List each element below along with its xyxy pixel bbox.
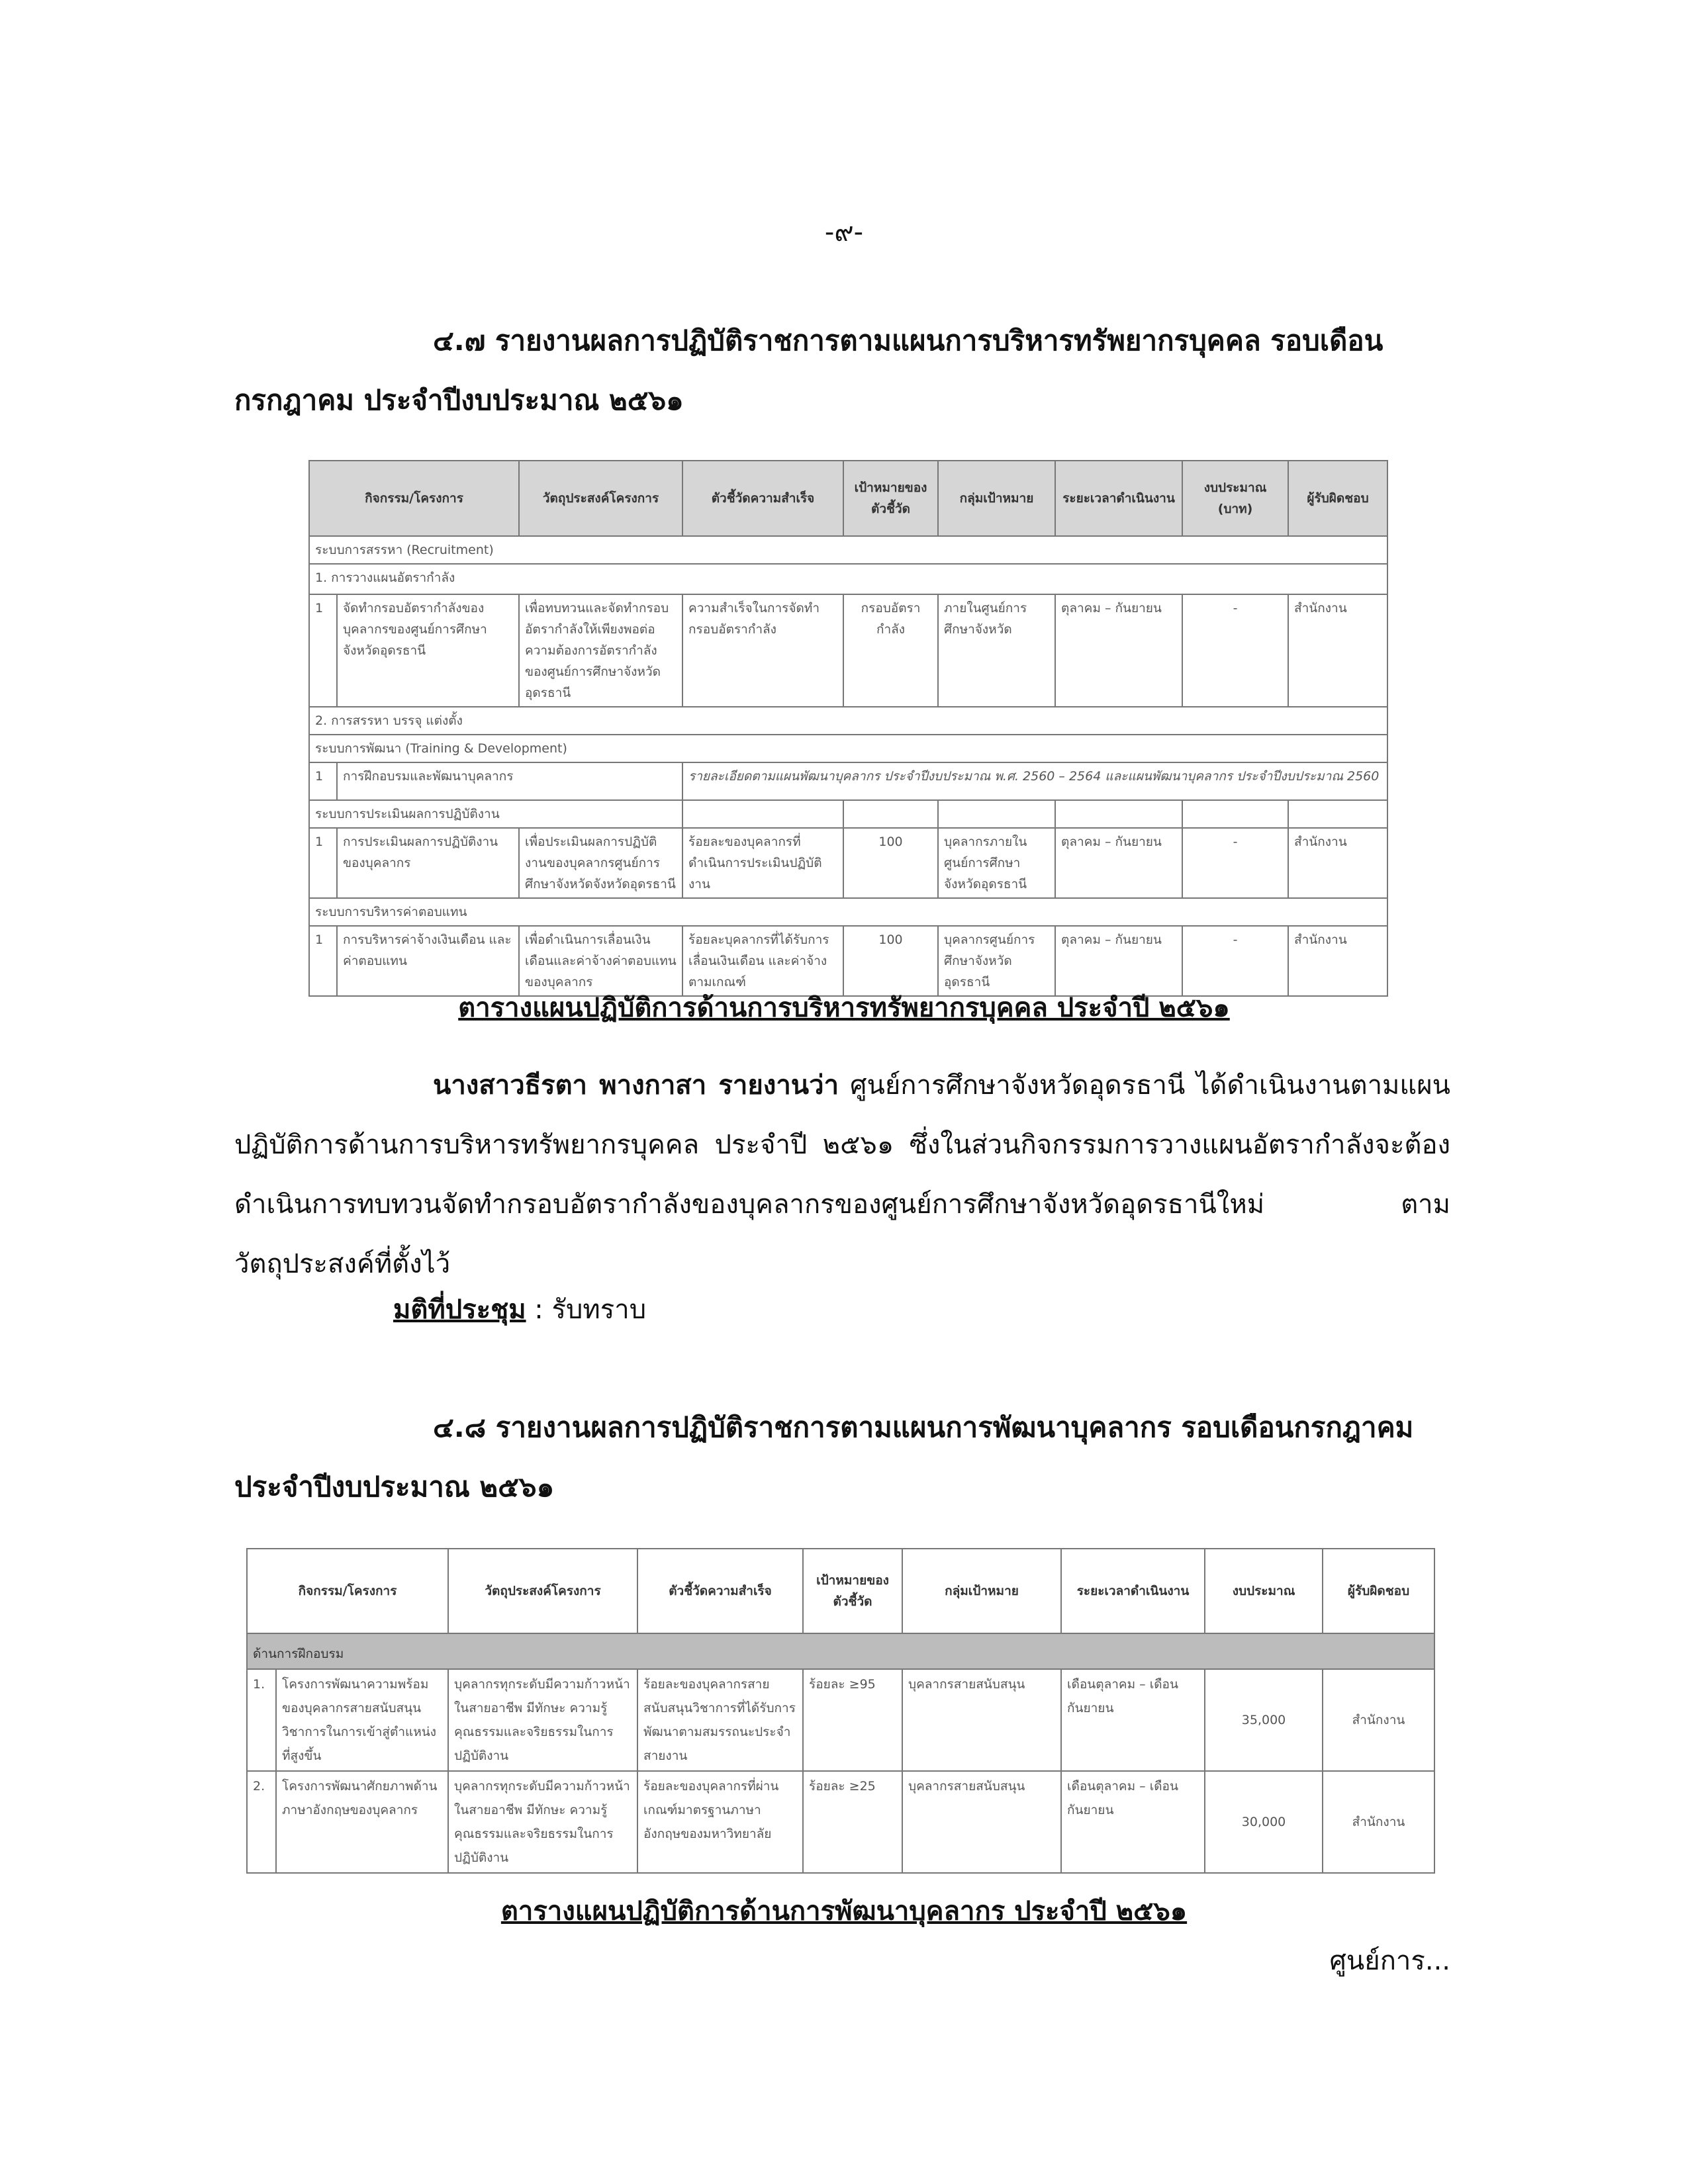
- responsible-cell: สำนักงาน: [1288, 926, 1387, 996]
- row-number: 1.: [247, 1669, 276, 1771]
- column-header: กลุ่มเป้าหมาย: [938, 461, 1055, 536]
- section-row: [247, 1633, 1434, 1669]
- empty-cell: [938, 800, 1055, 828]
- target-group-cell: บุคลากรสายสนับสนุน: [902, 1771, 1061, 1873]
- responsible-cell: สำนักงาน: [1288, 828, 1387, 898]
- activity-cell: โครงการพัฒนาศักยภาพด้านภาษาอังกฤษของบุคลากร: [276, 1771, 448, 1873]
- section-row: [309, 800, 1387, 828]
- target-group-cell: ภายในศูนย์การศึกษาจังหวัด: [938, 594, 1055, 707]
- section-row: [309, 536, 1387, 564]
- column-header: ตัวชี้วัดความสำเร็จ: [637, 1549, 803, 1633]
- hr-management-table-caption: ตารางแผนปฏิบัติการด้านการบริหารทรัพยากรบุคคล ประจำปี ๒๕๖๑: [458, 993, 1230, 1023]
- column-header: งบประมาณ: [1205, 1549, 1323, 1633]
- target-group-cell: บุคลากรภายในศูนย์การศึกษาจังหวัดอุดรธานี: [938, 828, 1055, 898]
- empty-cell: [843, 800, 938, 828]
- column-header: ระยะเวลาดำเนินงาน: [1061, 1549, 1205, 1633]
- section-row: [309, 898, 1387, 926]
- target-cell: ร้อยละ ≥25: [803, 1771, 902, 1873]
- column-header: เป้าหมายของตัวชี้วัด: [843, 461, 938, 536]
- table-row: [247, 1669, 1434, 1771]
- column-header: ระยะเวลาดำเนินงาน: [1055, 461, 1182, 536]
- meeting-resolution: [393, 1288, 646, 1330]
- section-4-7-heading: ๔.๗ รายงานผลการปฏิบัติราชการตามแผนการบริหารทรัพยากรบุคคล รอบเดือนกรกฎาคม ประจำปีงบประมาณ ๒๕๖๑: [234, 324, 1383, 416]
- column-header: กิจกรรม/โครงการ: [247, 1549, 448, 1633]
- plan-reference-note: รายละเอียดตามแผนพัฒนาบุคลากร ประจำปีงบประมาณ พ.ศ. 2560 – 2564 และแผนพัฒนาบุคลากร ประจำปีงบประมาณ 2560: [682, 762, 1387, 800]
- column-header: ผู้รับผิดชอบ: [1323, 1549, 1434, 1633]
- activity-cell: การฝึกอบรมและพัฒนาบุคลากร: [337, 762, 682, 800]
- activity-cell: การประเมินผลการปฏิบัติงานของบุคลากร: [337, 828, 519, 898]
- section-label: 2. การสรรหา บรรจุ แต่งตั้ง: [309, 707, 1387, 735]
- personnel-development-table-caption: ตารางแผนปฏิบัติการด้านการพัฒนาบุคลากร ประจำปี ๒๕๖๑: [500, 1896, 1188, 1927]
- target-group-cell: บุคลากรสายสนับสนุน: [902, 1669, 1061, 1771]
- report-speaker: นางสาวธีรตา พางกาสา รายงานว่า: [433, 1070, 839, 1101]
- budget-cell: 30,000: [1205, 1771, 1323, 1873]
- objective-cell: เพื่อทบทวนและจัดทำกรอบอัตรากำลังให้เพียงพอต่อความต้องการอัตรากำลังของศูนย์การศึกษาจังหวัดอุดรธานี: [519, 594, 682, 707]
- budget-cell: -: [1182, 926, 1288, 996]
- target-group-cell: บุคลากรศูนย์การศึกษาจังหวัดอุดรธานี: [938, 926, 1055, 996]
- objective-cell: บุคลากรทุกระดับมีความก้าวหน้าในสายอาชีพ มีทักษะ ความรู้ คุณธรรมและจริยธรรมในการปฏิบัติงาน: [448, 1771, 637, 1873]
- column-header: กลุ่มเป้าหมาย: [902, 1549, 1061, 1633]
- indicator-cell: ความสำเร็จในการจัดทำกรอบอัตรากำลัง: [682, 594, 843, 707]
- column-header: เป้าหมายของตัวชี้วัด: [803, 1549, 902, 1633]
- empty-cell: [1288, 800, 1387, 828]
- resolution-label: มติที่ประชุม: [393, 1295, 526, 1325]
- row-number: 1: [309, 828, 337, 898]
- table-row: [309, 594, 1387, 707]
- objective-cell: เพื่อประเมินผลการปฏิบัติงานของบุคลากรศูนย์การศึกษาจังหวัดจังหวัดอุดรธานี: [519, 828, 682, 898]
- empty-cell: [1055, 800, 1182, 828]
- table-header-row: [247, 1549, 1434, 1633]
- section-label: ระบบการบริหารค่าตอบแทน: [309, 898, 1387, 926]
- row-number: 1: [309, 926, 337, 996]
- table-row: [309, 762, 1387, 800]
- hr-management-plan-table: [308, 460, 1388, 997]
- row-number: 1: [309, 762, 337, 800]
- section-row: [309, 564, 1387, 594]
- period-cell: ตุลาคม – กันยายน: [1055, 828, 1182, 898]
- column-header: งบประมาณ (บาท): [1182, 461, 1288, 536]
- page-number: -๙-: [824, 217, 864, 248]
- indicator-cell: ร้อยละของบุคลากรที่ดำเนินการประเมินปฏิบัติงาน: [682, 828, 843, 898]
- activity-cell: การบริหารค่าจ้างเงินเดือน และค่าตอบแทน: [337, 926, 519, 996]
- column-header: วัตถุประสงค์โครงการ: [519, 461, 682, 536]
- budget-cell: 35,000: [1205, 1669, 1323, 1771]
- personnel-development-plan-table: [246, 1548, 1435, 1874]
- indicator-cell: ร้อยละของบุคลากรสายสนับสนุนวิชาการที่ได้รับการพัฒนาตามสมรรถนะประจำสายงาน: [637, 1669, 803, 1771]
- section-4-8-heading: ๔.๘ รายงานผลการปฏิบัติราชการตามแผนการพัฒนาบุคลากร รอบเดือนกรกฎาคม ประจำปีงบประมาณ ๒๕๖๑: [234, 1411, 1414, 1503]
- column-header: ผู้รับผิดชอบ: [1288, 461, 1387, 536]
- responsible-cell: สำนักงาน: [1323, 1669, 1434, 1771]
- target-cell: ร้อยละ ≥95: [803, 1669, 902, 1771]
- row-number: 1: [309, 594, 337, 707]
- activity-cell: จัดทำกรอบอัตรากำลังของบุคลากรของศูนย์การศึกษาจังหวัดอุดรธานี: [337, 594, 519, 707]
- period-cell: เดือนตุลาคม – เดือนกันยายน: [1061, 1669, 1205, 1771]
- column-header: กิจกรรม/โครงการ: [309, 461, 519, 536]
- responsible-cell: สำนักงาน: [1323, 1771, 1434, 1873]
- period-cell: ตุลาคม – กันยายน: [1055, 594, 1182, 707]
- indicator-cell: ร้อยละของบุคลากรที่ผ่านเกณฑ์มาตรฐานภาษาอังกฤษของมหาวิทยาลัย: [637, 1771, 803, 1873]
- section-label: ด้านการฝึกอบรม: [247, 1633, 1434, 1669]
- indicator-cell: ร้อยละบุคลากรที่ได้รับการเลื่อนเงินเดือน และค่าจ้างตามเกณฑ์: [682, 926, 843, 996]
- target-cell: กรอบอัตรากำลัง: [843, 594, 938, 707]
- period-cell: เดือนตุลาคม – เดือนกันยายน: [1061, 1771, 1205, 1873]
- report-text: ศูนย์การศึกษาจังหวัดอุดรธานี ได้ดำเนินงานตามแผนปฏิบัติการด้านการบริหารทรัพยากรบุคคล ประจำปี ๒๕๖๑ ซึ่งในส่วนกิจกรรมการวางแผนอัตรากำลังจะต้องดำเนินการทบทวนจัดทำกรอบอัตรากำลังของบุคลากรของศูนย์การศึกษาจังหวัดอุดรธานีใหม่ ตามวัตถุประสงค์ที่ตั้งไว้: [234, 1070, 1450, 1279]
- target-cell: 100: [843, 926, 938, 996]
- objective-cell: เพื่อดำเนินการเลื่อนเงินเดือนและค่าจ้างค่าตอบแทนของบุคลากร: [519, 926, 682, 996]
- section-label: ระบบการประเมินผลการปฏิบัติงาน: [309, 800, 682, 828]
- period-cell: ตุลาคม – กันยายน: [1055, 926, 1182, 996]
- target-cell: 100: [843, 828, 938, 898]
- responsible-cell: สำนักงาน: [1288, 594, 1387, 707]
- section-label: 1. การวางแผนอัตรากำลัง: [309, 564, 1387, 594]
- empty-cell: [682, 800, 843, 828]
- section-row: [309, 707, 1387, 735]
- row-number: 2.: [247, 1771, 276, 1873]
- resolution-text: : รับทราบ: [526, 1295, 647, 1325]
- empty-cell: [1182, 800, 1288, 828]
- column-header: ตัวชี้วัดความสำเร็จ: [682, 461, 843, 536]
- objective-cell: บุคลากรทุกระดับมีความก้าวหน้าในสายอาชีพ มีทักษะ ความรู้ คุณธรรมและจริยธรรมในการปฏิบัติงาน: [448, 1669, 637, 1771]
- table-row: [247, 1771, 1434, 1873]
- section-row: [309, 735, 1387, 762]
- budget-cell: -: [1182, 594, 1288, 707]
- section-label: ระบบการสรรหา (Recruitment): [309, 536, 1387, 564]
- continuation-text: ศูนย์การ...: [1329, 1946, 1450, 1976]
- table-row: [309, 828, 1387, 898]
- budget-cell: -: [1182, 828, 1288, 898]
- report-paragraph: [234, 1056, 1450, 1294]
- table-header-row: [309, 461, 1387, 536]
- column-header: วัตถุประสงค์โครงการ: [448, 1549, 637, 1633]
- section-label: ระบบการพัฒนา (Training & Development): [309, 735, 1387, 762]
- activity-cell: โครงการพัฒนาความพร้อมของบุคลากรสายสนับสนุนวิชาการในการเข้าสู่ตำแหน่งที่สูงขึ้น: [276, 1669, 448, 1771]
